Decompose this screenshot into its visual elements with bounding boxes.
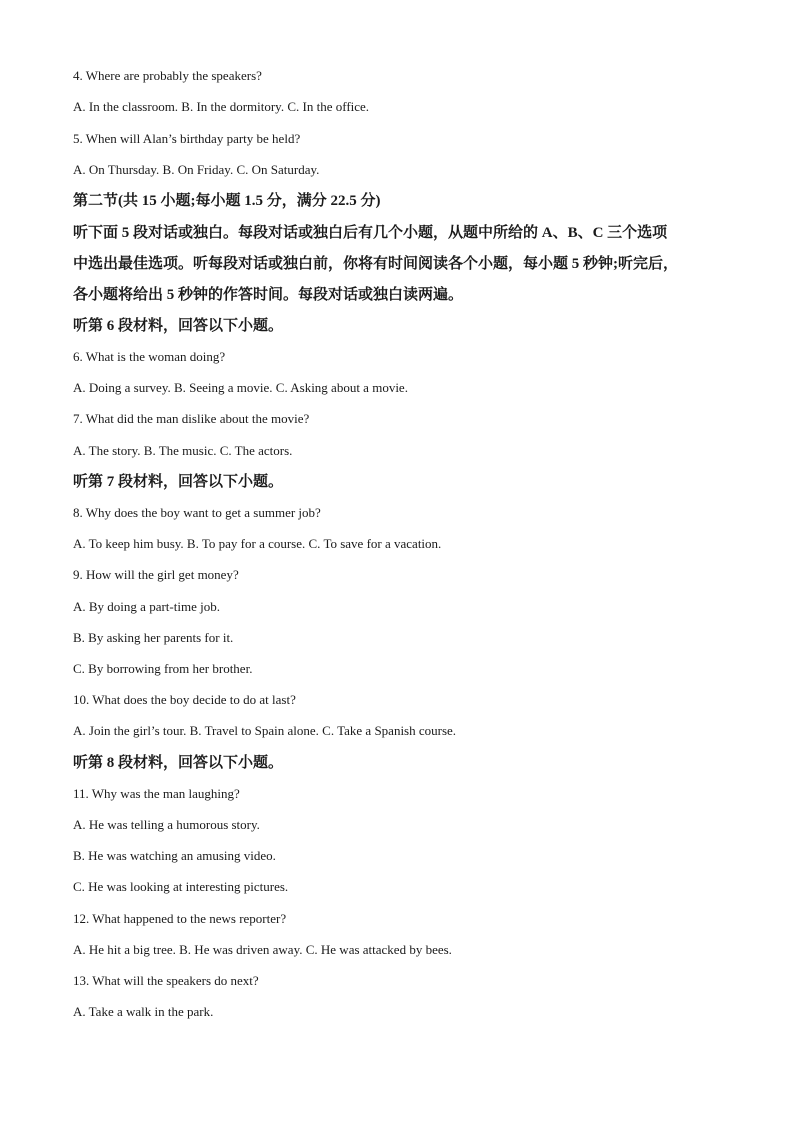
question-12-options: A. He hit a big tree. B. He was driven away. C. He was attacked by bees. xyxy=(73,942,452,957)
question-7: 7. What did the man dislike about the movie? xyxy=(73,411,310,426)
instructions-line-3: 各小题将给出 5 秒钟的作答时间。每段对话或独白读两遍。 xyxy=(73,287,464,303)
question-11-option-a: A. He was telling a humorous story. xyxy=(73,817,260,832)
instructions-line-2: 中选出最佳选项。听每段对话或独白前，你将有时间阅读各个小题，每小题 5 秒钟;听完后， xyxy=(73,256,678,272)
question-12: 12. What happened to the news reporter? xyxy=(73,911,287,926)
question-6-options: A. Doing a survey. B. Seeing a movie. C. Asking about a movie. xyxy=(73,380,408,395)
question-11: 11. Why was the man laughing? xyxy=(73,786,240,801)
question-6: 6. What is the woman doing? xyxy=(73,349,226,364)
question-10-options: A. Join the girl’s tour. B. Travel to Spain alone. C. Take a Spanish course. xyxy=(73,723,457,738)
question-13: 13. What will the speakers do next? xyxy=(73,973,259,988)
question-11-option-c: C. He was looking at interesting pictures. xyxy=(73,879,289,894)
question-5: 5. When will Alan’s birthday party be held? xyxy=(73,131,301,146)
question-9-option-b: B. By asking her parents for it. xyxy=(73,630,234,645)
material-6-heading: 听第 6 段材料，回答以下小题。 xyxy=(73,318,284,334)
question-10: 10. What does the boy decide to do at last? xyxy=(73,692,296,707)
question-9: 9. How will the girl get money? xyxy=(73,567,239,582)
instructions-line-1: 听下面 5 段对话或独白。每段对话或独白后有几个小题，从题中所给的 A、B、C 三个选项 xyxy=(73,225,668,241)
question-11-option-b: B. He was watching an amusing video. xyxy=(73,848,276,863)
question-7-options: A. The story. B. The music. C. The actors. xyxy=(73,443,293,458)
question-4-options: A. In the classroom. B. In the dormitory. C. In the office. xyxy=(73,99,370,114)
question-9-option-c: C. By borrowing from her brother. xyxy=(73,661,253,676)
material-8-heading: 听第 8 段材料，回答以下小题。 xyxy=(73,755,284,771)
question-4: 4. Where are probably the speakers? xyxy=(73,68,262,83)
question-8: 8. Why does the boy want to get a summer job? xyxy=(73,505,321,520)
section-two-heading: 第二节(共 15 小题;每小题 1.5 分，满分 22.5 分) xyxy=(73,193,381,209)
question-9-option-a: A. By doing a part-time job. xyxy=(73,599,220,614)
question-5-options: A. On Thursday. B. On Friday. C. On Saturday. xyxy=(73,162,320,177)
material-7-heading: 听第 7 段材料，回答以下小题。 xyxy=(73,474,284,490)
question-13-option-a: A. Take a walk in the park. xyxy=(73,1004,214,1019)
question-8-options: A. To keep him busy. B. To pay for a course. C. To save for a vacation. xyxy=(73,536,442,551)
